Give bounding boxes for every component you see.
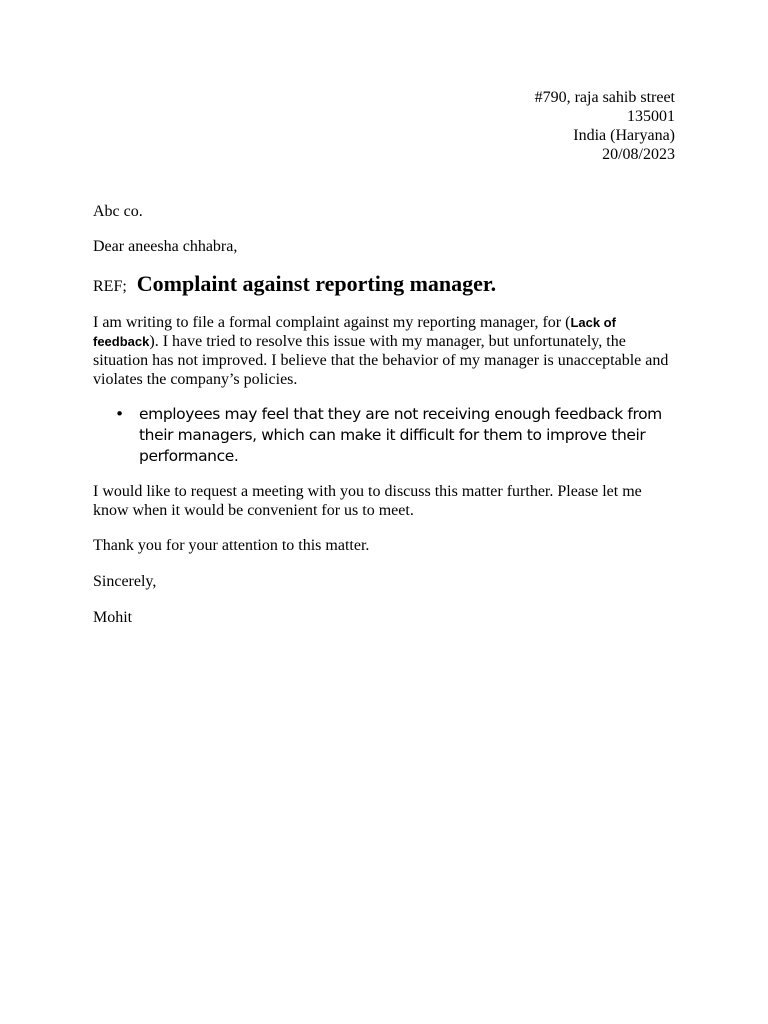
body-paragraph-2: I would like to request a meeting with you to discuss this matter further. Please let me know when it would be convenient for us to meet. bbox=[93, 483, 642, 519]
salutation: Dear aneesha chhabra, bbox=[93, 238, 238, 255]
letter-date: 20/08/2023 bbox=[602, 146, 675, 163]
para1-emphasis: Lack of feedback bbox=[93, 315, 616, 349]
sender-address bbox=[93, 88, 675, 164]
para1-text-start: I am writing to file a formal complaint against my reporting manager, for ( bbox=[93, 314, 571, 331]
thank-you-line: Thank you for your attention to this matter. bbox=[93, 537, 370, 554]
bullet-icon: • bbox=[115, 405, 124, 423]
address-pincode: 135001 bbox=[627, 108, 675, 125]
list-item bbox=[93, 404, 675, 467]
address-region: India (Haryana) bbox=[573, 127, 675, 144]
reference-line bbox=[93, 270, 675, 301]
signature-name: Mohit bbox=[93, 609, 133, 626]
body-paragraph-1 bbox=[93, 313, 675, 389]
reference-label: REF; bbox=[93, 278, 127, 295]
para1-text-end: ). I have tried to resolve this issue with my manager, but unfortunately, the situation has not improved. I believe that the behavior of my manager is unacceptable and violates the company’s policies. bbox=[93, 333, 669, 388]
bullet-text: employees may feel that they are not receiving enough feedback from their managers, which can make it difficult for them to improve their performance. bbox=[139, 405, 662, 465]
reference-title: Complaint against reporting manager. bbox=[136, 271, 497, 296]
letter-page bbox=[93, 88, 675, 627]
address-street: #790, raja sahib street bbox=[534, 89, 675, 106]
closing-line: Sincerely, bbox=[93, 573, 157, 590]
recipient-company: Abc co. bbox=[93, 203, 143, 220]
bullet-list bbox=[93, 404, 675, 467]
